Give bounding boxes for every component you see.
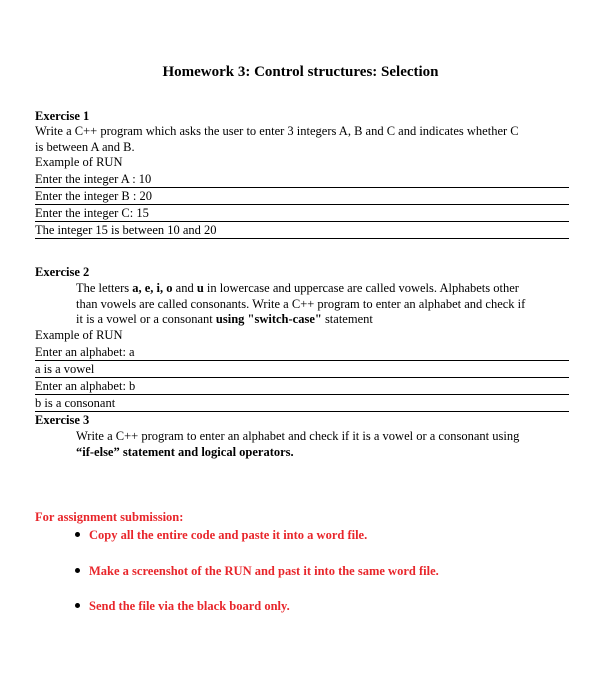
exercise1-run-line: Enter the integer C: 15 [35,206,149,220]
run-line-rule [35,411,569,412]
submission-bullet-text: Send the file via the black board only. [89,599,290,613]
run-line-rule [35,204,569,205]
run-line-rule [35,360,569,361]
text-run: The letters [76,281,133,295]
submission-bullet-text: Make a screenshot of the RUN and past it into the same word file. [89,564,439,578]
submission-bullet [75,564,439,579]
exercise2-run-line: Enter an alphabet: a [35,345,135,359]
run-line-rule [35,221,569,222]
bullet-icon [75,532,80,537]
exercise3-text-line2: “if-else” statement and logical operators. [76,445,294,459]
exercise2-text-line1 [76,281,519,297]
exercise2-run-line: a is a vowel [35,362,95,376]
exercise1-heading: Exercise 1 [35,109,90,123]
vowel-u-bold: u [196,281,204,295]
exercise2-text-line3 [76,312,373,328]
exercise1-run-line: Enter the integer A : 10 [35,172,152,186]
exercise2-text-line2: than vowels are called consonants. Write a C++ program to enter an alphabet and check if [76,296,526,311]
exercise1-run-line: The integer 15 is between 10 and 20 [35,223,217,237]
exercise2-run-line: b is a consonant [35,396,116,410]
run-line-rule [35,238,569,239]
text-run: in lowercase and uppercase are called vowels. Alphabets other [203,281,519,295]
exercise2-heading: Exercise 2 [35,265,90,279]
text-run: statement [321,312,373,326]
exercise3-text-line1: Write a C++ program to enter an alphabet and check if it is a vowel or a consonant using [76,429,520,443]
text-run: and [172,281,197,295]
page-title: Homework 3: Control structures: Selection [162,64,439,80]
exercise2-run-line: Enter an alphabet: b [35,379,136,393]
bullet-icon [75,603,80,608]
submission-bullet-text: Copy all the entire code and paste it into a word file. [89,528,368,542]
exercise3-heading: Exercise 3 [35,413,90,427]
switch-case-bold: using "switch-case" [215,312,322,326]
vowel-letters-bold: a, e, i, o [132,281,173,295]
run-line-rule [35,377,569,378]
exercise1-example-label: Example of RUN [35,155,123,169]
exercise1-text-line1: Write a C++ program which asks the user to enter 3 integers A, B and C and indicates whether C [35,124,519,138]
submission-bullet [75,528,367,543]
bullet-icon [75,568,80,573]
text-run: it is a vowel or a consonant [76,312,216,326]
submission-bullet [75,599,290,614]
submission-heading: For assignment submission: [35,510,184,524]
exercise1-run-line: Enter the integer B : 20 [35,189,152,203]
exercise2-example-label: Example of RUN [35,328,123,342]
exercise1-text-line2: is between A and B. [35,139,135,154]
run-line-rule [35,394,569,395]
run-line-rule [35,187,569,188]
